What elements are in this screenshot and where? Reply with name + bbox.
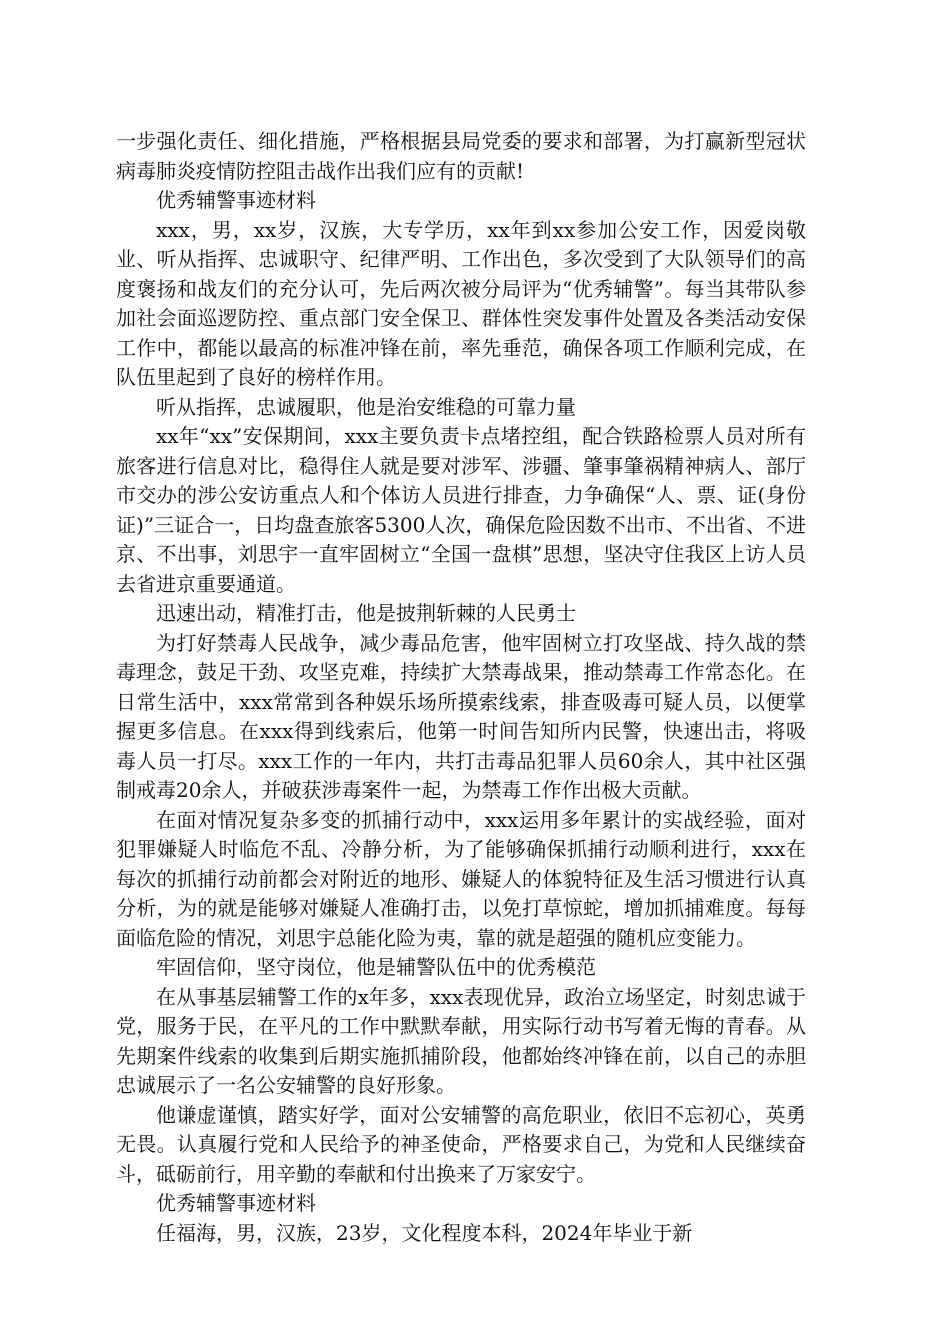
section-heading: 优秀辅警事迹材料 — [156, 188, 316, 212]
paragraph: 在面对情况复杂多变的抓捕行动中，xxx运用多年累计的实战经验，面对犯罪嫌疑人时临危不乱、冷静分析，为了能够确保抓捕行动顺利进行，xxx在每次的抓捕行动前都会对附近的地形、嫌疑人的体貌特征及生活习惯进行认真分析，为的就是能够对嫌疑人准确打击，以免打草惊蛇，增加抓捕难度。每每面临危险的情况，刘思宇总能化险为夷，靠的就是超强的随机应变能力。 — [116, 807, 806, 950]
section-heading: 牢固信仰，坚守岗位，他是辅警队伍中的优秀模范 — [156, 955, 596, 979]
paragraph: 任福海，男，汉族，23岁，文化程度本科，2024年毕业于新 — [156, 1220, 693, 1245]
paragraph: 一步强化责任、细化措施，严格根据县局党委的要求和部署，为打赢新型冠状病毒肺炎疫情防控阻击战作出我们应有的贡献! — [116, 129, 806, 183]
paragraph: 为打好禁毒人民战争，减少毒品危害，他牢固树立打攻坚战、持久战的禁毒理念，鼓足干劲、攻坚克难，持续扩大禁毒战果，推动禁毒工作常态化。在日常生活中，xxx常常到各种娱乐场所摸索线索，排查吸毒可疑人员，以便掌握更多信息。在xxx得到线索后，他第一时间告知所内民警，快速出击，将吸毒人员一打尽。xxx工作的一年内，共打击毒品犯罪人员60余人，其中社区强制戒毒20余人，并破获涉毒案件一起，为禁毒工作作出极大贡献。 — [116, 630, 806, 802]
paragraph: 他谦虚谨慎，踏实好学，面对公安辅警的高危职业，依旧不忘初心，英勇无畏。认真履行党和人民给予的神圣使命，严格要求自己，为党和人民继续奋斗，砥砺前行，用辛勤的奉献和付出换来了万家安宁。 — [116, 1102, 806, 1186]
document-body — [116, 127, 806, 1248]
paragraph: xx年“xx”安保期间，xxx主要负责卡点堵控组，配合铁路检票人员对所有旅客进行信息对比，稳得住人就是要对涉军、涉疆、肇事肇祸精神病人、部厅市交办的涉公安访重点人和个体访人员进行排查，力争确保“人、票、证(身份证)”三证合一，日均盘查旅客5300人次，确保危险因数不出市、不出省、不进京、不出事，刘思宇一直牢固树立“全国一盘棋”思想，坚决守住我区上访人员去省进京重要通道。 — [116, 424, 806, 596]
paragraph: 在从事基层辅警工作的x年多，xxx表现优异，政治立场坚定，时刻忠诚于党，服务于民，在平凡的工作中默默奉献，用实际行动书写着无悔的青春。从先期案件线索的收集到后期实施抓捕阶段，他都始终冲锋在前，以自己的赤胆忠诚展示了一名公安辅警的良好形象。 — [116, 984, 806, 1097]
paragraph: xxx，男，xx岁，汉族，大专学历，xx年到xx参加公安工作，因爱岗敬业、听从指挥、忠诚职守、纪律严明、工作出色，多次受到了大队领导们的高度褒扬和战友们的充分认可，先后两次被分局评为“优秀辅警”。每当其带队参加社会面巡逻防控、重点部门安全保卫、群体性突发事件处置及各类活动安保工作中，都能以最高的标准冲锋在前，率先垂范，确保各项工作顺利完成，在队伍里起到了良好的榜样作用。 — [116, 217, 806, 389]
section-heading: 迅速出动，精准打击，他是披荆斩棘的人民勇士 — [156, 601, 576, 625]
section-heading: 优秀辅警事迹材料 — [156, 1191, 316, 1215]
section-heading: 听从指挥，忠诚履职，他是治安维稳的可靠力量 — [156, 394, 576, 419]
